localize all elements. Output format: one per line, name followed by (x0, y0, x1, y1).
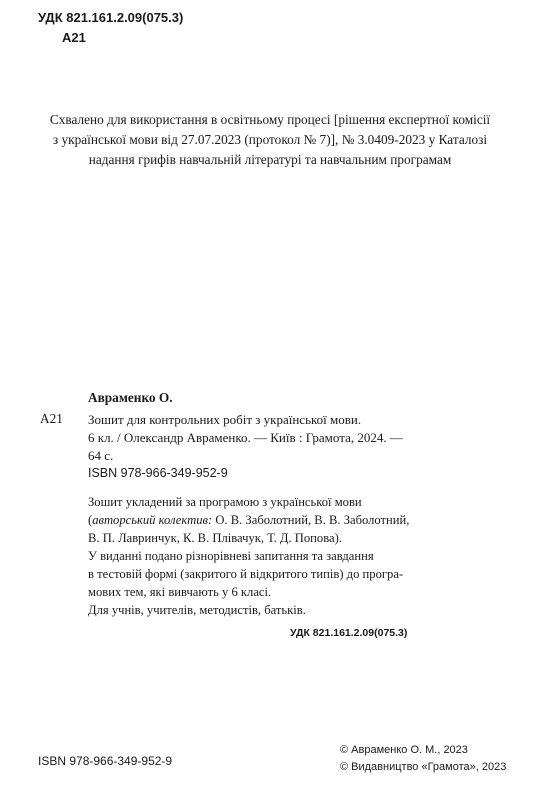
udk-classification: УДК 821.161.2.09(075.3) (38, 10, 184, 25)
catalog-isbn: ISBN 978-966-349-952-9 (88, 466, 228, 480)
catalog-title-line: Зошит для контрольних робіт з української мови. (88, 412, 362, 427)
annotation-line: У виданні подано різнорівневі запитання та завдання (88, 549, 374, 563)
annotation-line: мових тем, які вивчають у 6 класі. (88, 585, 272, 599)
annotation-line: в тестовій формі (закритого й відкритого типів) до програ- (88, 567, 404, 581)
footer-isbn: ISBN 978-966-349-952-9 (38, 754, 173, 768)
catalog-title-line: 6 кл. / Олександр Авраменко. — Київ : Грамота, 2024. — (88, 430, 403, 445)
annotation-line (88, 511, 409, 529)
catalog-title-line: 64 с. (88, 448, 114, 463)
approval-line: Схвалено для використання в освітньому процесі [рішення експертної комісії (49, 112, 491, 127)
annotation-line: Зошит укладений за програмою з української мови (88, 495, 362, 509)
catalog-code: А21 (40, 411, 63, 426)
annotation-authors: О. В. Заболотний, В. В. Заболотний, (212, 513, 410, 527)
author-sign-code: А21 (62, 30, 86, 45)
catalog-title-block (88, 411, 403, 465)
catalog-udk: УДК 821.161.2.09(075.3) (290, 627, 408, 639)
copyright-line: © Видавництво «Грамота», 2023 (340, 761, 507, 773)
approval-line: надання грифів навчальній літературі та навчальним програмам (88, 152, 452, 167)
annotation-paren: ( (88, 513, 93, 527)
catalog-author: Авраменко О. (88, 390, 173, 405)
copyright-block (340, 742, 506, 776)
annotation-italic-phrase: авторський колектив: (92, 513, 213, 527)
copyright-line: © Авраменко О. М., 2023 (340, 744, 468, 756)
annotation-line: В. П. Лавринчук, К. В. Плівачук, Т. Д. Попова). (88, 531, 342, 545)
approval-line: з української мови від 27.07.2023 (протокол № 7)], № 3.0409-2023 у Каталозі (52, 132, 488, 147)
annotation-line: Для учнів, учителів, методистів, батьків. (88, 603, 306, 617)
approval-notice (0, 110, 540, 170)
catalog-annotation (88, 493, 409, 619)
